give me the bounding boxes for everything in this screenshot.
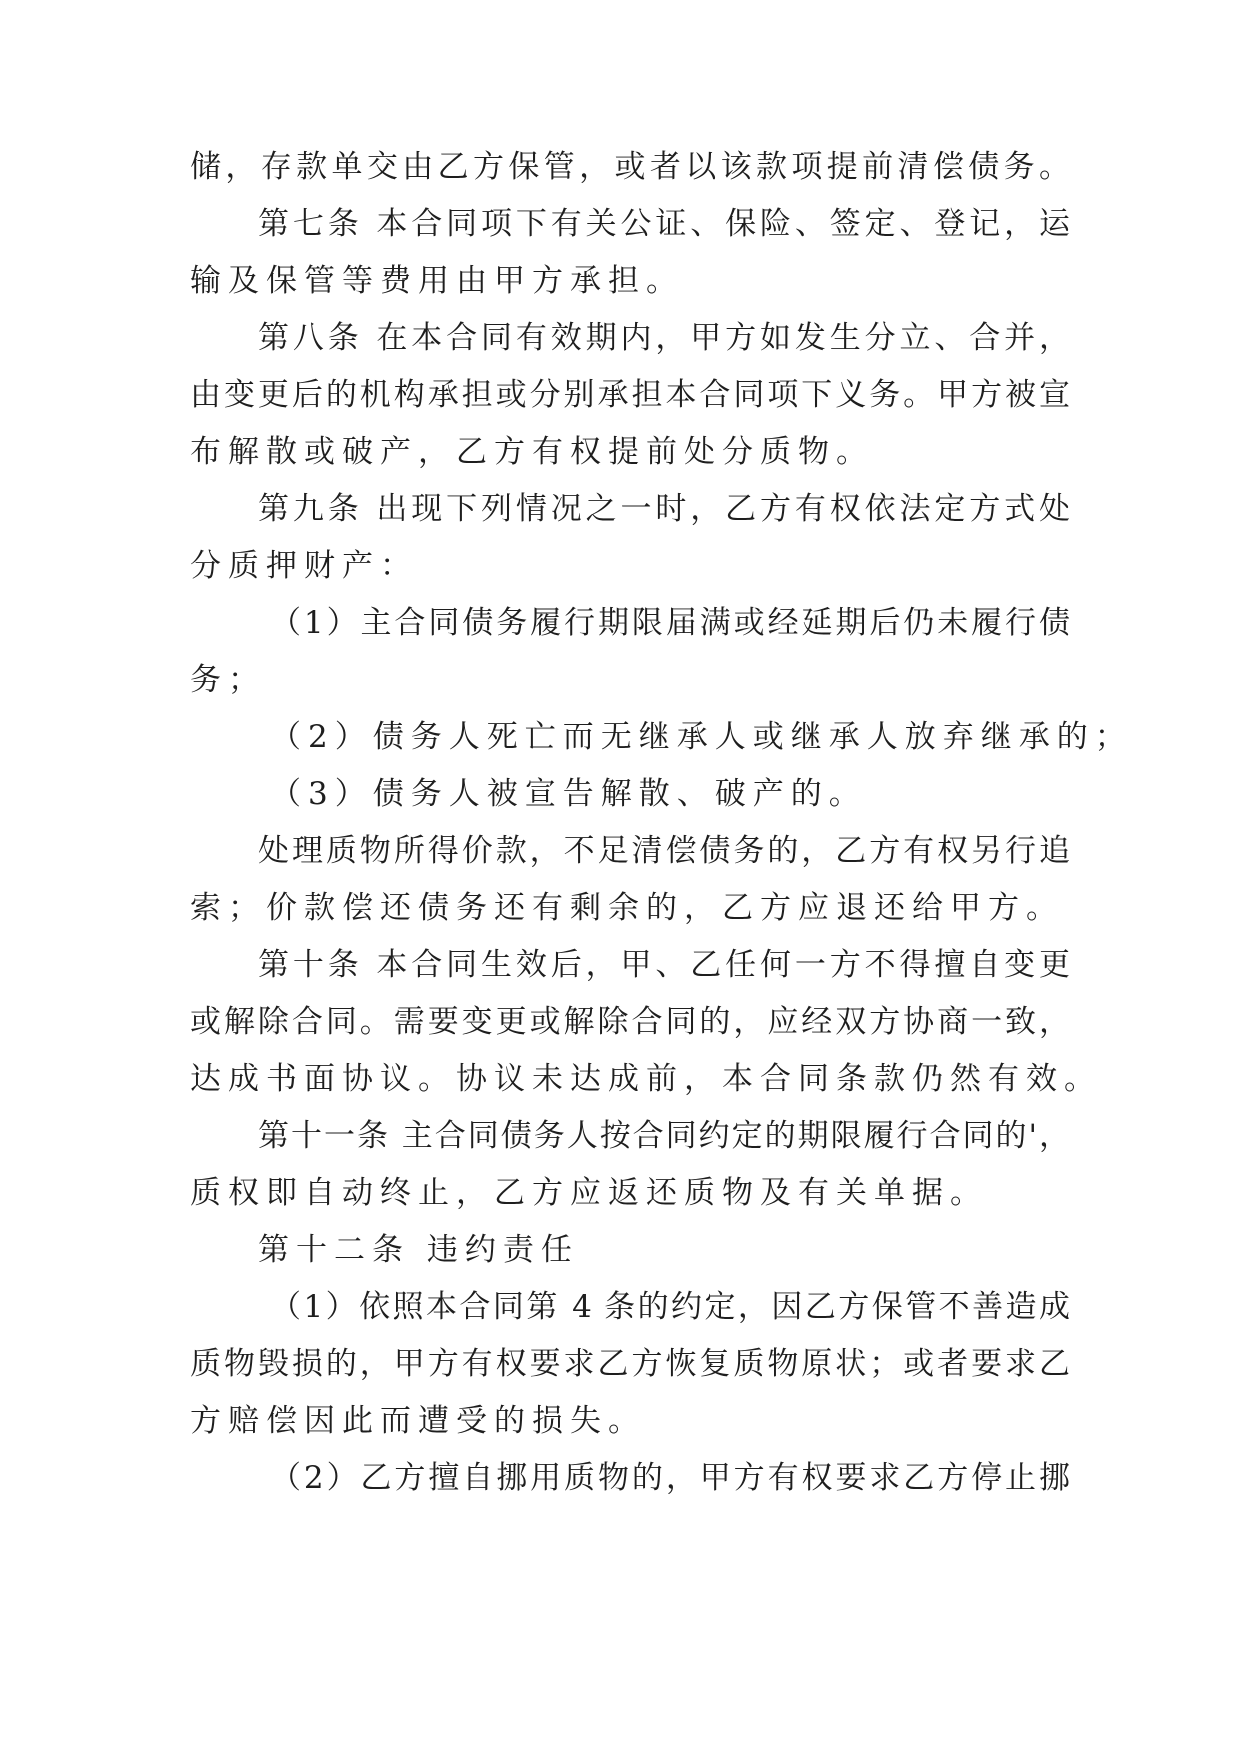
text-line: 务； <box>190 662 266 698</box>
text-line: 索；价款偿还债务还有剩余的，乙方应退还给甲方。 <box>190 890 1064 926</box>
text-line: 质权即自动终止，乙方应返还质物及有关单据。 <box>190 1175 988 1211</box>
text-line: 由变更后的机构承担或分别承担本合同项下义务。甲方被宣 <box>190 377 1070 413</box>
text-line: 储，存款单交由乙方保管，或者以该款项提前清偿债务。 <box>190 149 1070 185</box>
list-item-line: （2）乙方擅自挪用质物的，甲方有权要求乙方停止挪 <box>270 1460 1070 1496</box>
list-item-line: （2）债务人死亡而无继承人或继承人放弃继承的； <box>270 719 1133 755</box>
text-line: 方赔偿因此而遭受的损失。 <box>190 1403 646 1439</box>
article-9-heading-line: 第九条 出现下列情况之一时，乙方有权依法定方式处 <box>258 491 1070 527</box>
text-line: 达成书面协议。协议未达成前，本合同条款仍然有效。 <box>190 1061 1102 1097</box>
text-line: 或解除合同。需要变更或解除合同的，应经双方协商一致， <box>190 1004 1070 1040</box>
article-8-heading-line: 第八条 在本合同有效期内，甲方如发生分立、合并， <box>258 320 1070 356</box>
article-11-heading-line: 第十一条 主合同债务人按合同约定的期限履行合同的'， <box>258 1118 1070 1154</box>
text-line: 分质押财产： <box>190 548 418 584</box>
text-line: 输及保管等费用由甲方承担。 <box>190 263 684 299</box>
list-item-line: （3）债务人被宣告解散、破产的。 <box>270 776 867 812</box>
list-item-line: （1）依照本合同第 4 条的约定，因乙方保管不善造成 <box>270 1289 1070 1325</box>
text-line: 处理质物所得价款，不足清偿债务的，乙方有权另行追 <box>258 833 1070 869</box>
article-7-heading-line: 第七条 本合同项下有关公证、保险、签定、登记，运 <box>258 206 1070 242</box>
text-line: 布解散或破产，乙方有权提前处分质物。 <box>190 434 874 470</box>
article-10-heading-line: 第十条 本合同生效后，甲、乙任何一方不得擅自变更 <box>258 947 1070 983</box>
text-line: 质物毁损的，甲方有权要求乙方恢复质物原状；或者要求乙 <box>190 1346 1070 1382</box>
list-item-line: （1）主合同债务履行期限届满或经延期后仍未履行债 <box>270 605 1070 641</box>
article-12-heading-line: 第十二条 违约责任 <box>258 1232 579 1268</box>
